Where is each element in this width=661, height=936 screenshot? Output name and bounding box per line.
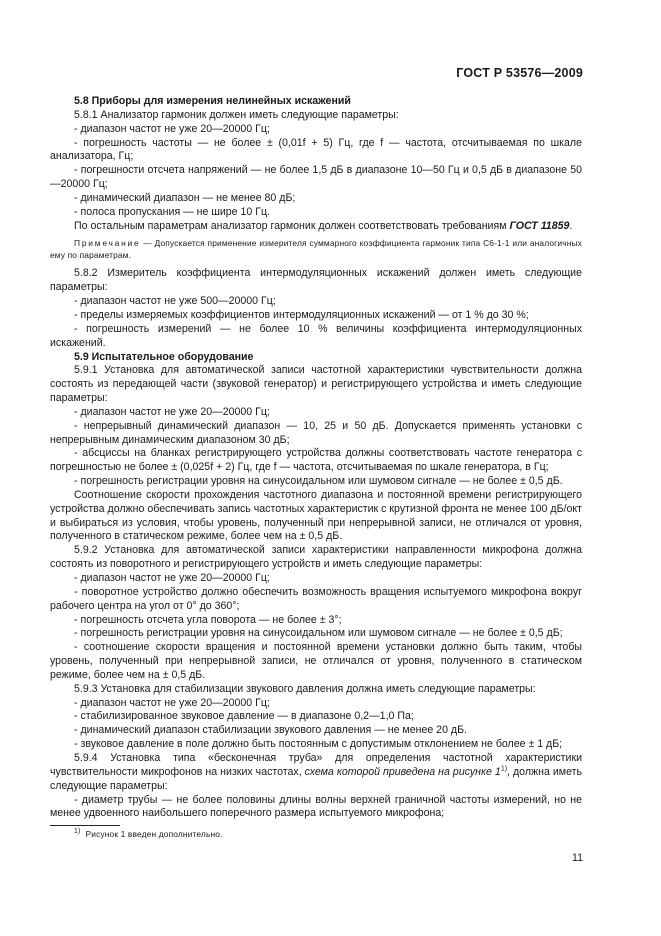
list-item: - погрешности отсчета напряжений — не более 1,5 дБ в диапазоне 10—50 Гц и 0,5 дБ в диапазоне 50—20000 Гц;: [50, 164, 582, 191]
list-item: - поворотное устройство должно обеспечить возможность вращения испытуемого микрофона вокруг рабочего центра на угол от 0° до 360°;: [50, 585, 582, 612]
list-item: - соотношение скорости вращения и постоянной времени установки должно быть таким, чтобы уровень, полученный при непрерывной записи, не отличался от уровня, полученного в статическом режиме, более чем на ± 0,5 дБ.: [50, 641, 582, 681]
footnote-divider: [50, 825, 120, 826]
list-item: - диапазон частот не уже 500—20000 Гц;: [74, 295, 276, 308]
list-item: - абсциссы на бланках регистрирующего устройства должны соответствовать частоте генератора с погрешностью не более ± (0,025f + 2) Гц, где f — частота, отсчитываемая по шкале генератора, в Гц;: [50, 447, 582, 474]
list-item: - погрешность отсчета угла поворота — не более ± 3°;: [74, 613, 342, 626]
paragraph-speed-ratio: Соотношение скорости прохождения частотного диапазона и постоянной времени регистрирующего устройства должно обеспечивать запись частотных характеристик с крутизной фронта не менее 100 дБ/окт и выбираться из условия, чтобы уровень, полученный при непрерывной записи, не отличался от уровня, полученного в статическом режиме, более чем на ± 0,5 дБ.: [50, 488, 582, 543]
note-text: — Допускается применение измерителя суммарного коэффициента гармоник типа С6-1-1 или аналогичных ему по параметрам.: [50, 238, 582, 260]
document-body: [50, 95, 582, 821]
paragraph-5-9-1: 5.9.1 Установка для автоматической записи частотной характеристики чувствительности должна состоять из передающей части (звуковой генератор) и регистрирующего устройства и иметь следующие параметры:: [50, 364, 582, 405]
note-label: Примечание: [74, 238, 141, 249]
list-item: - динамический диапазон стабилизации звукового давления — не менее 20 дБ.: [74, 724, 467, 737]
list-item: - звуковое давление в поле должно быть постоянным с допустимым отклонением не более ± 1 дБ;: [74, 738, 563, 751]
section-heading-5-8: 5.8 Приборы для измерения нелинейных искажений: [74, 95, 351, 107]
paragraph-5-8-1: 5.8.1 Анализатор гармоник должен иметь следующие параметры:: [74, 108, 399, 121]
standard-reference: ГОСТ 11859: [509, 219, 570, 232]
list-item: - пределы измеряемых коэффициентов интермодуляционных искажений — от 1 % до 30 %;: [74, 308, 529, 321]
paragraph-end: .: [569, 219, 573, 232]
paragraph-5-8-2: 5.8.2 Измеритель коэффициента интермодуляционных искажений должен иметь следующие параметры:: [50, 267, 582, 294]
list-item: - диаметр трубы — не более половины длины волны верхней граничной частоты измерений, но не менее удвоенного наибольшего поперечного размера испытуемого микрофона;: [50, 793, 582, 820]
list-item: - диапазон частот не уже 20—20000 Гц;: [74, 696, 270, 709]
note-block: [50, 238, 582, 261]
paragraph-5-9-3: 5.9.3 Установка для стабилизации звукового давления должна иметь следующие параметры:: [74, 682, 536, 695]
figure-reference: схема которой приведена на рисунке 1: [304, 765, 501, 778]
paragraph-text: По остальным параметрам анализатор гармоник должен соответствовать требованиям: [74, 219, 510, 232]
list-item: - диапазон частот не уже 20—20000 Гц;: [74, 122, 270, 135]
paragraph-requirements: [50, 220, 582, 234]
list-item: - динамический диапазон — не менее 80 дБ;: [74, 191, 296, 204]
paragraph-5-9-2: 5.9.2 Установка для автоматической записи характеристики направленности микрофона должна состоять из поворотного и регистрирующего устройств и иметь следующие параметры:: [50, 544, 582, 571]
list-item: - полоса пропускания — не шире 10 Гц.: [74, 205, 270, 218]
list-item: - погрешность измерений — не более 10 % величины коэффициента интермодуляционных искажений.: [50, 322, 582, 349]
list-item: - погрешность регистрации уровня на синусоидальном или шумовом сигнале — не более ± 0,5 дБ.: [74, 475, 563, 488]
list-item: - стабилизированное звуковое давление — в диапазоне 0,2—1,0 Па;: [74, 710, 414, 723]
document-id-header: ГОСТ Р 53576—2009: [456, 66, 583, 80]
footnote-text: Рисунок 1 введен дополнительно.: [85, 829, 223, 839]
footnote-mark: 1): [500, 765, 508, 773]
list-item: - непрерывный динамический диапазон — 10, 25 и 50 дБ. Допускается применять установки с непрерывным динамическим диапазоном 30 дБ;: [50, 419, 582, 446]
list-item: - погрешность частоты — не более ± (0,01f + 5) Гц, где f — частота, отсчитываемая по шкале анализатора, Гц;: [50, 136, 582, 163]
paragraph-5-9-4: [50, 752, 582, 794]
list-item: - погрешность регистрации уровня на синусоидальном или шумовом сигнале — не более ± 0,5 дБ;: [74, 627, 563, 640]
section-heading-5-9: 5.9 Испытательное оборудование: [74, 350, 254, 363]
footnote: [74, 829, 223, 839]
list-item: - диапазон частот не уже 20—20000 Гц;: [74, 572, 270, 584]
list-item: - диапазон частот не уже 20—20000 Гц;: [74, 405, 270, 418]
page-number: 11: [572, 852, 583, 864]
footnote-mark: 1): [74, 828, 81, 836]
paragraph-text: 5.9.4 Установка типа «бесконечная труба» для определения частотной характеристики чувствительности микрофонов на низких частотах,: [50, 751, 582, 778]
paragraph-text: , должна иметь следующие параметры:: [50, 765, 582, 792]
